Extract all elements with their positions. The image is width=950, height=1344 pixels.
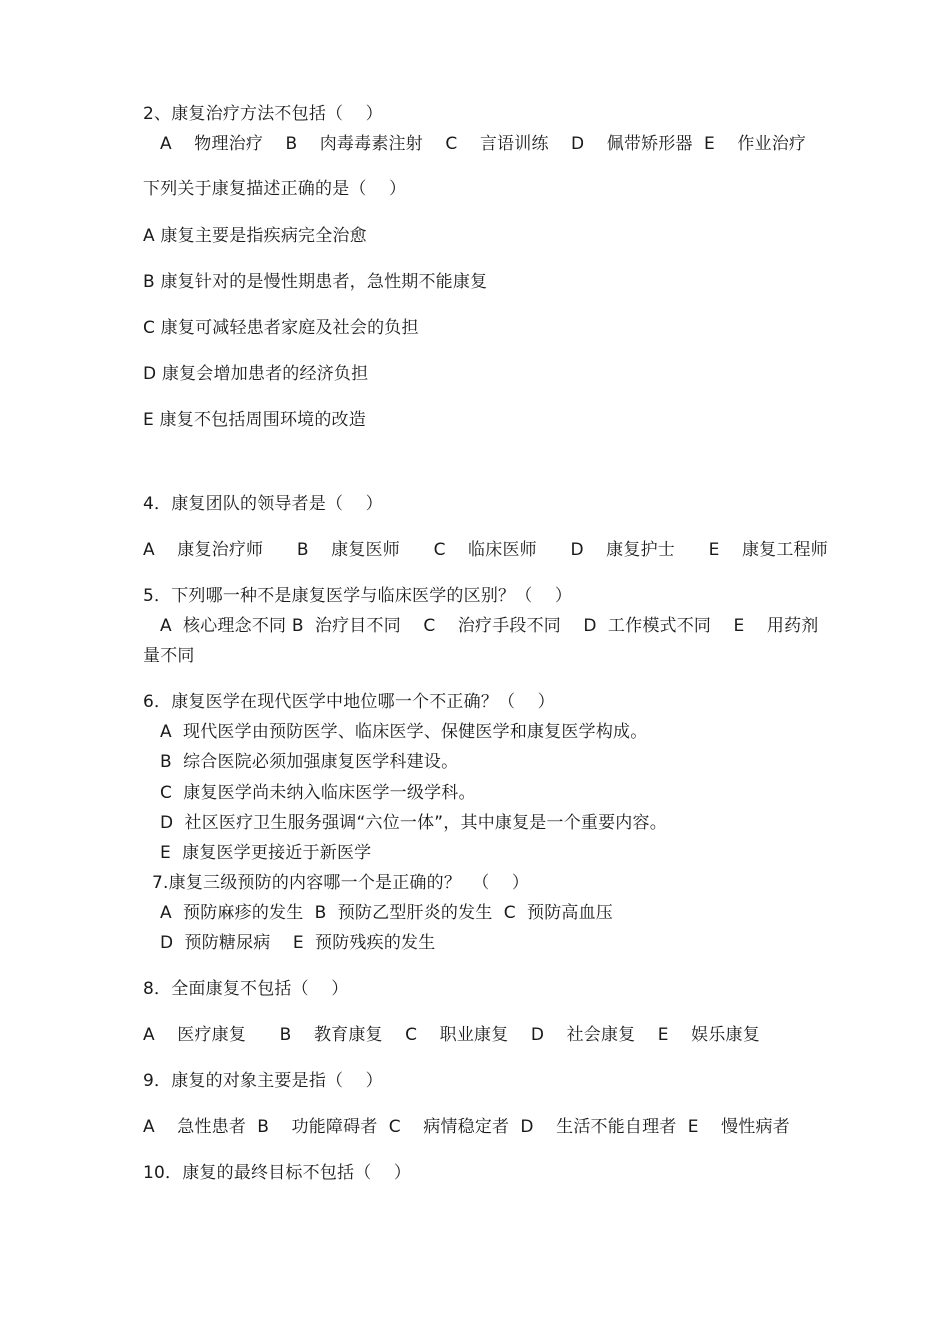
question-4-stem: 4．康复团队的领导者是（ ） xyxy=(143,494,383,514)
question-4-options: A 康复治疗师 B 康复医师 C 临床医师 D 康复护士 E 康复工程师 xyxy=(143,540,828,560)
question-7-options-line2: D 预防糖尿病 E 预防残疾的发生 xyxy=(160,933,436,953)
question-7-stem: 7.康复三级预防的内容哪一个是正确的？ （ ） xyxy=(152,873,530,893)
question-7-options-line1: A 预防麻疹的发生 B 预防乙型肝炎的发生 C 预防高血压 xyxy=(160,903,613,923)
question-3-option-a: A 康复主要是指疾病完全治愈 xyxy=(143,226,367,246)
question-2-stem: 2、康复治疗方法不包括（ ） xyxy=(143,104,383,124)
question-6-option-d: D 社区医疗卫生服务强调“六位一体”，其中康复是一个重要内容。 xyxy=(160,813,667,833)
question-5-stem: 5．下列哪一种不是康复医学与临床医学的区别？（ ） xyxy=(143,586,573,606)
question-2-options: A 物理治疗 B 肉毒毒素注射 C 言语训练 D 佩带矫形器 E 作业治疗 xyxy=(160,134,807,154)
question-6-option-e: E 康复医学更接近于新医学 xyxy=(160,843,372,863)
question-3-option-c: C 康复可减轻患者家庭及社会的负担 xyxy=(143,318,419,338)
question-6-option-a: A 现代医学由预防医学、临床医学、保健医学和康复医学构成。 xyxy=(160,722,648,742)
question-8-options: A 医疗康复 B 教育康复 C 职业康复 D 社会康复 E 娱乐康复 xyxy=(143,1025,760,1045)
question-5-options-line2: 量不同 xyxy=(143,646,195,666)
question-3-option-d: D 康复会增加患者的经济负担 xyxy=(143,364,369,384)
question-3-option-b: B 康复针对的是慢性期患者，急性期不能康复 xyxy=(143,272,488,292)
question-6-option-b: B 综合医院必须加强康复医学科建设。 xyxy=(160,752,459,772)
question-3-stem: 下列关于康复描述正确的是（ ） xyxy=(143,179,407,199)
question-10-stem: 10．康复的最终目标不包括（ ） xyxy=(143,1163,412,1183)
question-9-stem: 9．康复的对象主要是指（ ） xyxy=(143,1071,383,1091)
question-3-option-e: E 康复不包括周围环境的改造 xyxy=(143,410,366,430)
question-5-options-line1: A 核心理念不同 B 治疗目不同 C 治疗手段不同 D 工作模式不同 E 用药剂 xyxy=(160,616,819,636)
question-9-options: A 急性患者 B 功能障碍者 C 病情稳定者 D 生活不能自理者 E 慢性病者 xyxy=(143,1117,790,1137)
question-6-stem: 6．康复医学在现代医学中地位哪一个不正确？（ ） xyxy=(143,692,555,712)
question-8-stem: 8．全面康复不包括（ ） xyxy=(143,979,349,999)
question-6-option-c: C 康复医学尚未纳入临床医学一级学科。 xyxy=(160,783,476,803)
